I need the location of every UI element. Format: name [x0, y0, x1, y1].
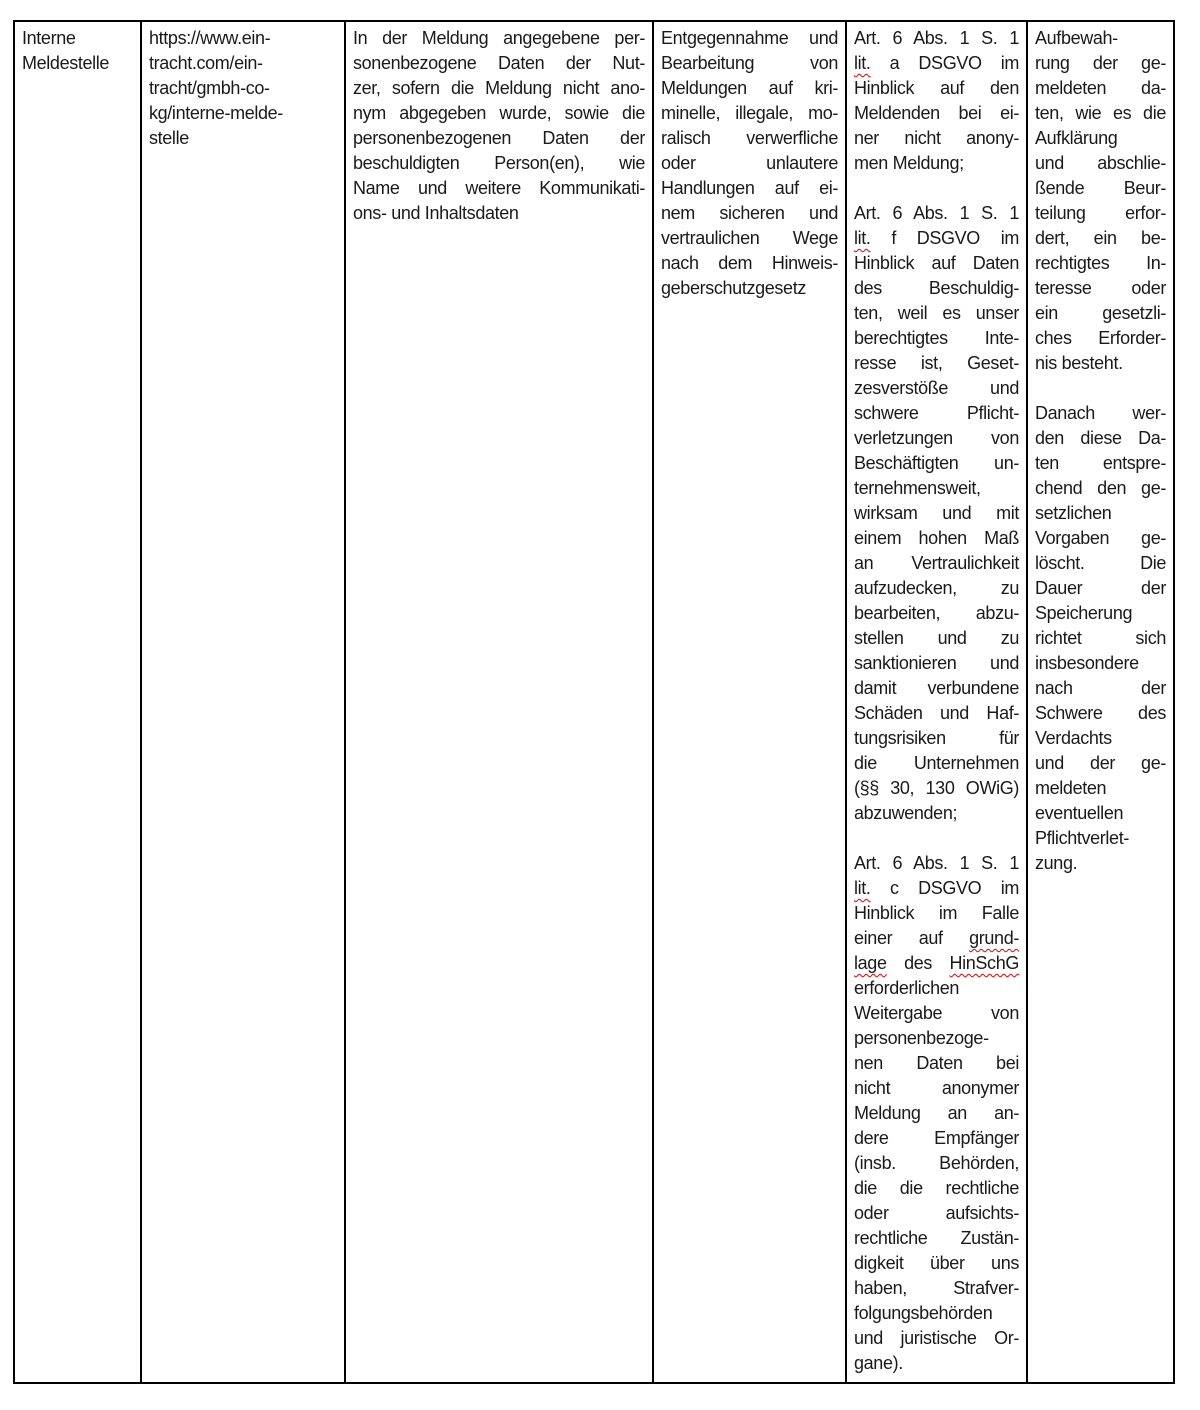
text-line: Aufbewah-	[1035, 28, 1118, 48]
text-line: ten entspre-	[1035, 453, 1166, 473]
text-line: wirksam und mit	[854, 503, 1019, 523]
paragraph	[1035, 401, 1166, 876]
text-line: rung der ge-	[1035, 53, 1166, 73]
paragraph	[854, 26, 1019, 176]
text-line: In der Meldung angegebene per-	[353, 28, 645, 48]
spellcheck-underline: lit.	[854, 228, 871, 248]
spellcheck-underline: HinSchG	[949, 953, 1019, 973]
text-line: Schwere des	[1035, 703, 1166, 723]
spellcheck-underline: grund-	[969, 928, 1019, 948]
text-line: setzlichen	[1035, 503, 1112, 523]
table-row	[14, 21, 1174, 1383]
text-line: men Meldung;	[854, 153, 964, 173]
cell-aufbewahrung	[1027, 21, 1174, 1383]
text-line: abzuwenden;	[854, 803, 958, 823]
paragraph	[854, 201, 1019, 826]
text-line: ner nicht anony-	[854, 128, 1019, 148]
text-line: Meldenden bei ei-	[854, 103, 1019, 123]
text-line: verletzungen von	[854, 428, 1019, 448]
text-line: schwere Pflicht-	[854, 403, 1019, 423]
spellcheck-underline: lage	[854, 953, 887, 973]
text-line: tracht/gmbh-co-	[149, 78, 270, 98]
text-line: die die rechtliche	[854, 1178, 1019, 1198]
text-line: Art. 6 Abs. 1 S. 1	[854, 853, 1019, 873]
cell-zweck	[653, 21, 846, 1383]
text-line: ein gesetzli-	[1035, 303, 1166, 323]
text-line: Beschäftigten un-	[854, 453, 1019, 473]
text-line: kg/interne-melde-	[149, 103, 283, 123]
text-line: bearbeiten, abzu-	[854, 603, 1019, 623]
text-line: lit. a DSGVO im	[854, 53, 1019, 73]
text-line: tracht.com/ein-	[149, 53, 263, 73]
text-line: nach dem Hinweis-	[661, 253, 838, 273]
text-line: dere Empfänger	[854, 1128, 1019, 1148]
text-line: erforderlichen	[854, 978, 960, 998]
text-line: damit verbundene	[854, 678, 1019, 698]
spellcheck-underline: lit.	[854, 53, 871, 73]
text-line: ten, weil es unser	[854, 303, 1019, 323]
text-line: aufzudecken, zu	[854, 578, 1019, 598]
text-line: ßende Beur-	[1035, 178, 1166, 198]
text-line: zung.	[1035, 853, 1078, 873]
text-line: löscht. Die	[1035, 553, 1166, 573]
text-line: Speicherung	[1035, 603, 1133, 623]
text-line: vertraulichen Wege	[661, 228, 838, 248]
data-processing-table	[13, 20, 1175, 1384]
text-line: teilung erfor-	[1035, 203, 1166, 223]
text-line: Handlungen auf ei-	[661, 178, 838, 198]
text-line: einem hohen Maß	[854, 528, 1019, 548]
text-line: nach der	[1035, 678, 1166, 698]
text-line: Dauer der	[1035, 578, 1166, 598]
text-line: ches Erforder-	[1035, 328, 1166, 348]
text-line: insbesondere	[1035, 653, 1139, 673]
text-line: Art. 6 Abs. 1 S. 1	[854, 28, 1019, 48]
text-line: tungsrisiken für	[854, 728, 1019, 748]
text-line: den diese Da-	[1035, 428, 1166, 448]
cell-rechtsgrundlage	[846, 21, 1027, 1383]
text-line: gane).	[854, 1353, 903, 1373]
text-line: Art. 6 Abs. 1 S. 1	[854, 203, 1019, 223]
text-line: geberschutzgesetz	[661, 278, 806, 298]
text-line: ons- und Inhaltsdaten	[353, 203, 519, 223]
text-line: Meldungen auf kri-	[661, 78, 838, 98]
text-line: zesverstöße und	[854, 378, 1019, 398]
text-line: oder unlautere	[661, 153, 838, 173]
text-line: ternehmensweit,	[854, 478, 981, 498]
text-line: zer, sofern die Meldung nicht ano-	[353, 78, 645, 98]
text-line: Hinblick im Falle	[854, 903, 1019, 923]
text-line: Pflichtverlet-	[1035, 828, 1129, 848]
text-line: nym abgegeben wurde, sowie die	[353, 103, 645, 123]
text-line: Meldung an an-	[854, 1103, 1019, 1123]
text-line: Aufklärung	[1035, 128, 1118, 148]
text-line: nem sicheren und	[661, 203, 838, 223]
text-line: Danach wer-	[1035, 403, 1166, 423]
text-line: (insb. Behörden,	[854, 1153, 1019, 1173]
text-line: einer auf grund-	[854, 928, 1019, 948]
text-line: des Beschuldig-	[854, 278, 1019, 298]
text-line: rechtigtes In-	[1035, 253, 1166, 273]
text-line: und abschlie-	[1035, 153, 1166, 173]
text-line: eventuellen	[1035, 803, 1124, 823]
text-line: rechtliche Zustän-	[854, 1228, 1019, 1248]
cell-interne-meldestelle	[14, 21, 141, 1383]
text-line: stelle	[149, 128, 189, 148]
text-line: Hinblick auf Daten	[854, 253, 1019, 273]
text-line: Verdachts	[1035, 728, 1112, 748]
text-line: sonenbezogene Daten der Nut-	[353, 53, 645, 73]
text-line: lage des HinSchG	[854, 953, 1019, 973]
text-line: nen Daten bei	[854, 1053, 1019, 1073]
text-line: Vorgaben ge-	[1035, 528, 1166, 548]
paragraph	[149, 26, 337, 151]
text-line: die Unternehmen	[854, 753, 1019, 773]
text-line: richtet sich	[1035, 628, 1166, 648]
text-line: teresse oder	[1035, 278, 1166, 298]
text-line: haben, Strafver-	[854, 1278, 1019, 1298]
text-line: Interne	[22, 28, 76, 48]
paragraph	[353, 26, 645, 226]
text-line: Schäden und Haf-	[854, 703, 1019, 723]
text-line: lit. c DSGVO im	[854, 878, 1019, 898]
text-line: an Vertraulichkeit	[854, 553, 1019, 573]
text-line: https://www.ein-	[149, 28, 271, 48]
paragraph	[1035, 26, 1166, 376]
paragraph	[661, 26, 838, 301]
text-line: berechtigtes Inte-	[854, 328, 1019, 348]
cell-url	[141, 21, 345, 1383]
text-line: dert, ein be-	[1035, 228, 1166, 248]
text-line: personenbezoge-	[854, 1028, 989, 1048]
text-line: Name und weitere Kommunikati-	[353, 178, 645, 198]
text-line: lit. f DSGVO im	[854, 228, 1019, 248]
text-line: nicht anonymer	[854, 1078, 1019, 1098]
text-line: resse ist, Geset-	[854, 353, 1019, 373]
text-line: minelle, illegale, mo-	[661, 103, 838, 123]
text-line: und der ge-	[1035, 753, 1166, 773]
text-line: und juristische Or-	[854, 1328, 1019, 1348]
text-line: Weitergabe von	[854, 1003, 1019, 1023]
text-line: sanktionieren und	[854, 653, 1019, 673]
text-line: stellen und zu	[854, 628, 1019, 648]
text-line: meldeten da-	[1035, 78, 1166, 98]
text-line: Entgegennahme und	[661, 28, 838, 48]
text-line: ralisch verwerfliche	[661, 128, 838, 148]
paragraph	[854, 851, 1019, 1376]
text-line: (§§ 30, 130 OWiG)	[854, 778, 1019, 798]
text-line: personenbezogenen Daten der	[353, 128, 645, 148]
text-line: folgungsbehörden	[854, 1303, 993, 1323]
document-page	[0, 20, 1200, 1410]
text-line: Bearbeitung von	[661, 53, 838, 73]
text-line: nis besteht.	[1035, 353, 1123, 373]
text-line: oder aufsichts-	[854, 1203, 1019, 1223]
paragraph	[22, 26, 133, 76]
cell-personenbezogene-daten	[345, 21, 653, 1383]
text-line: ten, wie es die	[1035, 103, 1166, 123]
spellcheck-underline: lit.	[854, 878, 871, 898]
text-line: digkeit über uns	[854, 1253, 1019, 1273]
text-line: meldeten	[1035, 778, 1107, 798]
text-line: chend den ge-	[1035, 478, 1166, 498]
text-line: Hinblick auf den	[854, 78, 1019, 98]
text-line: Meldestelle	[22, 53, 110, 73]
text-line: beschuldigten Person(en), wie	[353, 153, 645, 173]
